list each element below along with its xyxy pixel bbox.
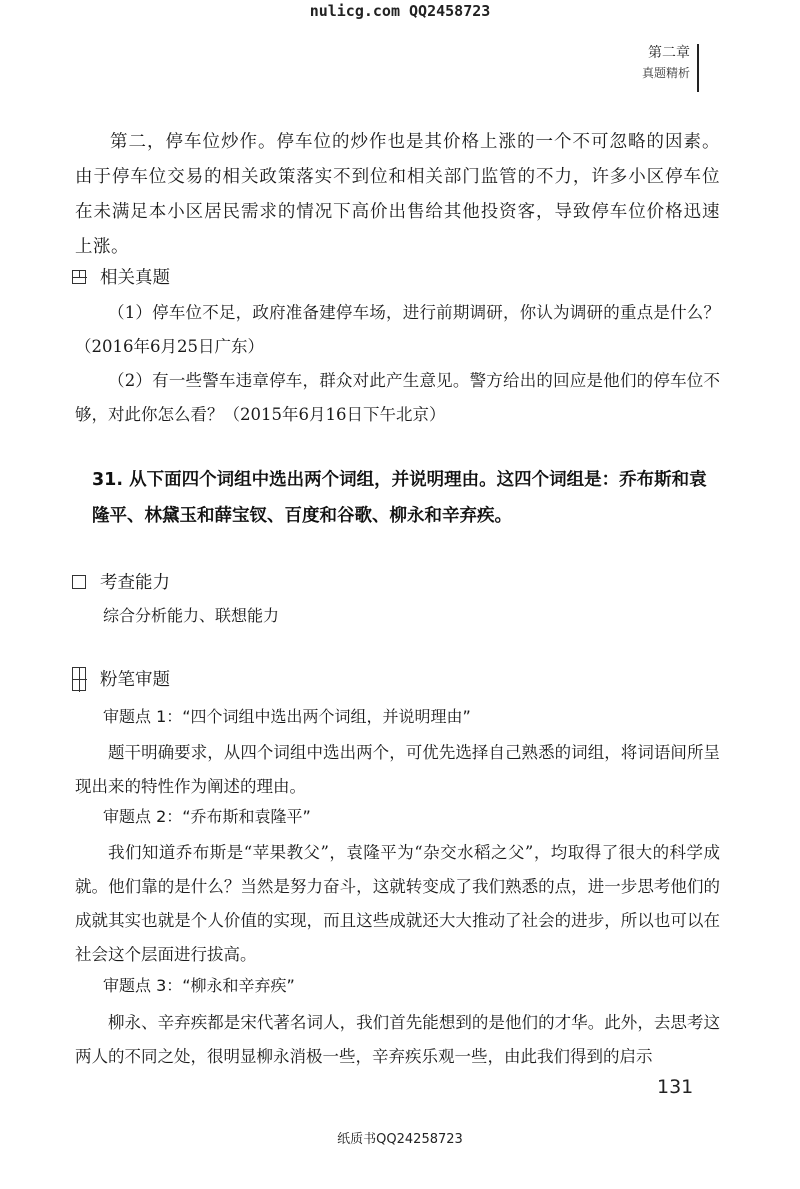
review-point-3-text: 柳永、辛弃疾都是宋代著名词人，我们首先能想到的是他们的才华。此外，去思考这两人的不同之处，很明显柳永消极一些，辛弃疾乐观一些，由此我们得到的启示 (75, 1013, 720, 1066)
ability-heading (72, 569, 170, 594)
review-heading-label: 粉笔审题 (100, 670, 170, 690)
chapter-divider (697, 44, 699, 92)
chapter-subtitle: 真题精析 (641, 66, 690, 80)
question-31: 31. 从下面四个词组中选出两个词组，并说明理由。这四个词组是：乔布斯和袁隆平、林黛玉和薛宝钗、百度和谷歌、柳永和辛弃疾。 (92, 470, 707, 526)
review-point-2-text: 我们知道乔布斯是“苹果教父”，袁隆平为“杂交水稻之父”，均取得了很大的科学成就。他们靠的是什么？当然是努力奋斗，这就转变成了我们熟悉的点，进一步思考他们的成就其实也就是个人价值的实现，而且这些成就还大大推动了社会的进步，所以也可以在社会这个层面进行拔高。 (75, 843, 720, 964)
review-heading (72, 666, 170, 691)
review-point-1-text: 题干明确要求，从四个词组中选出两个，可优先选择自己熟悉的词组，将词语间所呈现出来的特性作为阐述的理由。 (75, 743, 720, 796)
related-item-1: （1）停车位不足，政府准备建停车场，进行前期调研，你认为调研的重点是什么？（2016年6月25日广东） (75, 303, 720, 356)
section-bullet-icon (72, 270, 86, 284)
related-heading (72, 264, 170, 289)
ability-heading-label: 考查能力 (100, 573, 170, 593)
related-item-2: （2）有一些警车违章停车，群众对此产生意见。警方给出的回应是他们的停车位不够，对此你怎么看？（2015年6月16日下午北京） (75, 371, 720, 424)
related-heading-label: 相关真题 (100, 268, 170, 288)
fenbi-icon (72, 667, 86, 691)
intro-paragraph: 第二，停车位炒作。停车位的炒作也是其价格上涨的一个不可忽略的因素。由于停车位交易的相关政策落实不到位和相关部门监管的不力，许多小区停车位在未满足本小区居民需求的情况下高价出售给其他投资客，导致停车位价格迅速上涨。 (75, 132, 720, 257)
chapter-title: 第二章 (648, 45, 690, 61)
section-square-icon (72, 575, 86, 589)
review-point-2-title: 审题点 2：“乔布斯和袁隆平” (103, 807, 311, 826)
page-number: 131 (657, 1076, 694, 1098)
ability-text: 综合分析能力、联想能力 (103, 606, 280, 625)
review-point-3-title: 审题点 3：“柳永和辛弃疾” (103, 976, 295, 995)
chapter-header (642, 44, 690, 84)
watermark-top: nulicg.com QQ2458723 (309, 2, 491, 20)
watermark-bottom: 纸质书QQ24258723 (337, 1132, 463, 1147)
review-point-1-title: 审题点 1：“四个词组中选出两个词组，并说明理由” (103, 707, 471, 726)
